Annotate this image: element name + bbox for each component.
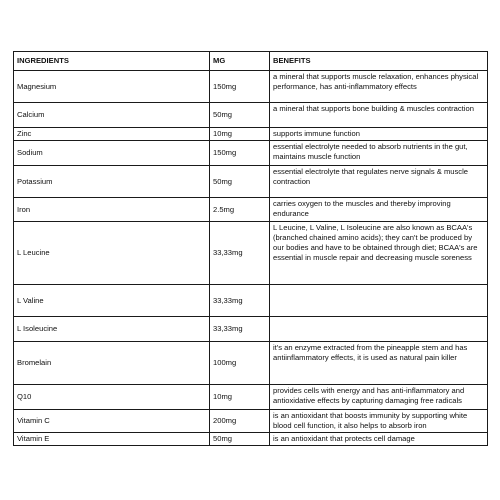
mg-cell: 150mg (210, 141, 270, 166)
benefit-cell: it's an enzyme extracted from the pineapple stem and has antiinflammatory effects, it is used as natural pain killer (270, 342, 488, 385)
table-row (14, 385, 488, 410)
mg-cell: 150mg (210, 71, 270, 103)
table-row (14, 71, 488, 103)
mg-cell: 50mg (210, 433, 270, 446)
benefit-cell: supports immune function (270, 128, 488, 141)
ingredient-cell: Calcium (14, 103, 210, 128)
ingredient-cell: L Valine (14, 285, 210, 317)
table-row (14, 410, 488, 433)
ingredient-cell: Vitamin C (14, 410, 210, 433)
ingredient-cell: Vitamin E (14, 433, 210, 446)
table-row (14, 317, 488, 342)
table-row (14, 166, 488, 198)
table-row (14, 198, 488, 222)
ingredient-cell: Sodium (14, 141, 210, 166)
table-row (14, 128, 488, 141)
benefit-cell: essential electrolyte that regulates nerve signals & muscle contraction (270, 166, 488, 198)
ingredient-cell: Potassium (14, 166, 210, 198)
header-benefits: BENEFITS (270, 52, 488, 71)
benefit-cell: L Leucine, L Valine, L Isoleucine are also known as BCAA's (branched chained amino acids); they can't be produced by our bodies and have to be obtained through diet; BCAA's are essential in muscle repair and decreasing muscle soreness (270, 222, 488, 285)
header-ingredients: INGREDIENTS (14, 52, 210, 71)
mg-cell: 33,33mg (210, 317, 270, 342)
benefit-cell (270, 285, 488, 317)
ingredient-cell: L Leucine (14, 222, 210, 285)
benefit-cell: a mineral that supports bone building & muscles contraction (270, 103, 488, 128)
mg-cell: 50mg (210, 166, 270, 198)
mg-cell: 33,33mg (210, 222, 270, 285)
mg-cell: 33,33mg (210, 285, 270, 317)
mg-cell: 100mg (210, 342, 270, 385)
benefit-cell: a mineral that supports muscle relaxation, enhances physical performance, has anti-inflammatory effects (270, 71, 488, 103)
mg-cell: 2.5mg (210, 198, 270, 222)
benefit-cell: carries oxygen to the muscles and thereby improving endurance (270, 198, 488, 222)
table-row (14, 222, 488, 285)
ingredient-cell: Zinc (14, 128, 210, 141)
mg-cell: 10mg (210, 128, 270, 141)
ingredient-cell: Magnesium (14, 71, 210, 103)
benefit-cell: is an antioxidant that protects cell damage (270, 433, 488, 446)
mg-cell: 50mg (210, 103, 270, 128)
ingredient-cell: Q10 (14, 385, 210, 410)
benefit-cell (270, 317, 488, 342)
mg-cell: 10mg (210, 385, 270, 410)
benefit-cell: essential electrolyte needed to absorb nutrients in the gut, maintains muscle function (270, 141, 488, 166)
table-row (14, 103, 488, 128)
benefit-cell: provides cells with energy and has anti-inflammatory and antioxidative effects by capturing damaging free radicals (270, 385, 488, 410)
table-row (14, 285, 488, 317)
ingredient-cell: Iron (14, 198, 210, 222)
table-row (14, 433, 488, 446)
benefit-cell: is an antioxidant that boosts immunity by supporting white blood cell function, it also helps to absorb iron (270, 410, 488, 433)
ingredient-cell: Bromelain (14, 342, 210, 385)
table-row (14, 141, 488, 166)
ingredient-cell: L Isoleucine (14, 317, 210, 342)
header-mg: MG (210, 52, 270, 71)
mg-cell: 200mg (210, 410, 270, 433)
table-row (14, 342, 488, 385)
table-header-row (14, 52, 488, 71)
ingredients-table (13, 51, 488, 446)
